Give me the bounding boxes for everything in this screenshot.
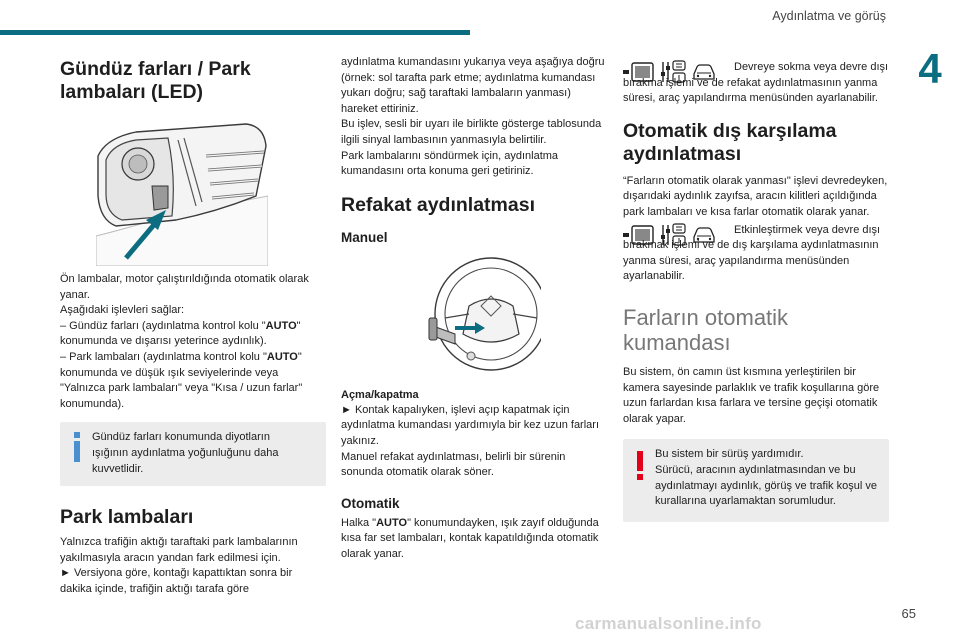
headlight-illustration <box>96 116 268 266</box>
info-note <box>60 422 326 486</box>
column-2 <box>341 55 607 563</box>
text-park-1: Yalnızca trafiğin aktığı taraftaki park lambalarının yakılmasıyla aracın yandan fark edilmesi için. <box>60 536 298 564</box>
text-daylight-1: Ön lambalar, motor çalıştırıldığında otomatik olarak yanar. <box>60 273 309 301</box>
chapter-number: 4 <box>918 45 942 92</box>
text-park-2: ► Versiyona göre, kontağı kapattıktan sonra bir dakika içinde, trafiğin aktığı tarafa göre <box>60 567 293 595</box>
text-auto: Halka "AUTO" konumundayken, ışık zayıf olduğunda kısa far set lambaları, kontak kapatıldığında otomatik olarak yanar. <box>341 516 599 560</box>
page-number: 65 <box>901 606 916 621</box>
text-park-cont-2: Bu işlev, sesli bir uyarı ile birlikte gösterge tablosunda ilgili sinyal lambasının yanmasıyla belirtilir. <box>341 118 602 146</box>
text-daylight-3: – Gündüz farları (aydınlatma kontrol kolu "AUTO" konumunda ve dışarısı yeterince aydınlık). <box>60 319 301 348</box>
label-onoff: Açma/kapatma <box>341 388 419 401</box>
header-rule <box>0 30 470 35</box>
heading-manual: Manuel <box>341 229 388 245</box>
info-note-line2: ışığının aydınlatma yoğunluğunu daha kuvvetlidir. <box>92 446 279 475</box>
text-daylight-4: – Park lambaları (aydınlatma kontrol kolu "AUTO" konumunda ve düşük ışık seviyelerinde veya "Yalnızca park lambaları" veya "Kısa / uzun farlar" konumunda). <box>60 350 303 410</box>
text-manual-1: ► Kontak kapalıyken, işlevi açıp kapatmak için aydınlatma kumandası yardımıyla bir kez uzun farları yakınız. <box>341 403 600 447</box>
text-autolights: Bu sistem, ön camın üst kısmına yerleştirilen bir kamera sayesinde parlaklık ve trafik koşullarına göre uzun farlardan kısa farlara ve tersine geçişi otomatik olarak yapar. <box>623 365 880 425</box>
warning-line2: Sürücü, aracının aydınlatmasından ve bu aydınlatmayı aydınlık, görüş ve trafik koşul ve kurallarına uyarlamaktan sorumludur. <box>655 463 877 508</box>
info-note-line1: Gündüz farları konumunda diyotların <box>92 431 270 444</box>
column-3 <box>623 60 889 522</box>
heading-autolights: Farların otomatik kumandası <box>623 304 789 355</box>
text-park-cont: aydınlatma kumandasını yukarıya veya aşağıya doğru (örnek: sol tarafta park etme; aydınlatma kumandası yukarı doğru; sağ taraftaki lambaların yanması) hareket ettiriniz. <box>341 56 605 115</box>
column-1 <box>60 50 326 598</box>
heading-daylight: Gündüz farları / Park lambaları (LED) <box>60 58 251 103</box>
text-daylight-2: Aşağıdaki işlevleri sağlar: <box>60 304 185 317</box>
heading-welcome: Otomatik dış karşılama aydınlatması <box>623 119 837 165</box>
steering-wheel-illustration <box>415 252 541 382</box>
text-icons-1: Devreye sokma veya devre dışı bırakma işlemi ve de refakat aydınlatmasının yanma süresi, araç yapılandırma menüsünden ayarlanabilir. <box>623 61 889 105</box>
watermark: carmanualsonline.info <box>575 614 762 633</box>
text-park-cont-3: Park lambalarını söndürmek için, aydınlatma kumandasını orta konuma geri getiriniz. <box>341 149 559 178</box>
header-title: Aydınlatma ve görüş <box>772 9 886 23</box>
heading-escort: Refakat aydınlatması <box>341 193 536 216</box>
text-welcome-1: “Farların otomatik olarak yanması" işlevi devredeyken, dışarıdaki aydınlık zayıfsa, aracın kilitleri açıldığında park lambaları ve kısa farlar otomatik olarak yanar. <box>623 174 888 218</box>
warning-note <box>623 439 889 521</box>
warning-line1: Bu sistem bir sürüş yardımıdır. <box>655 448 804 461</box>
heading-park: Park lambaları <box>60 506 194 529</box>
text-manual-2: Manuel refakat aydınlatması, belirli bir sürenin sonunda otomatik olarak söner. <box>341 450 566 479</box>
text-icons-2: Etkinleştirmek veya devre dışı bırakmak işlemi ve de dış karşılama aydınlatmasının yanma süresi, araç yapılandırma menüsünden ayarlanabilir. <box>623 223 881 283</box>
heading-auto: Otomatik <box>341 495 400 511</box>
warning-icon <box>634 451 646 481</box>
info-icon <box>71 432 83 462</box>
